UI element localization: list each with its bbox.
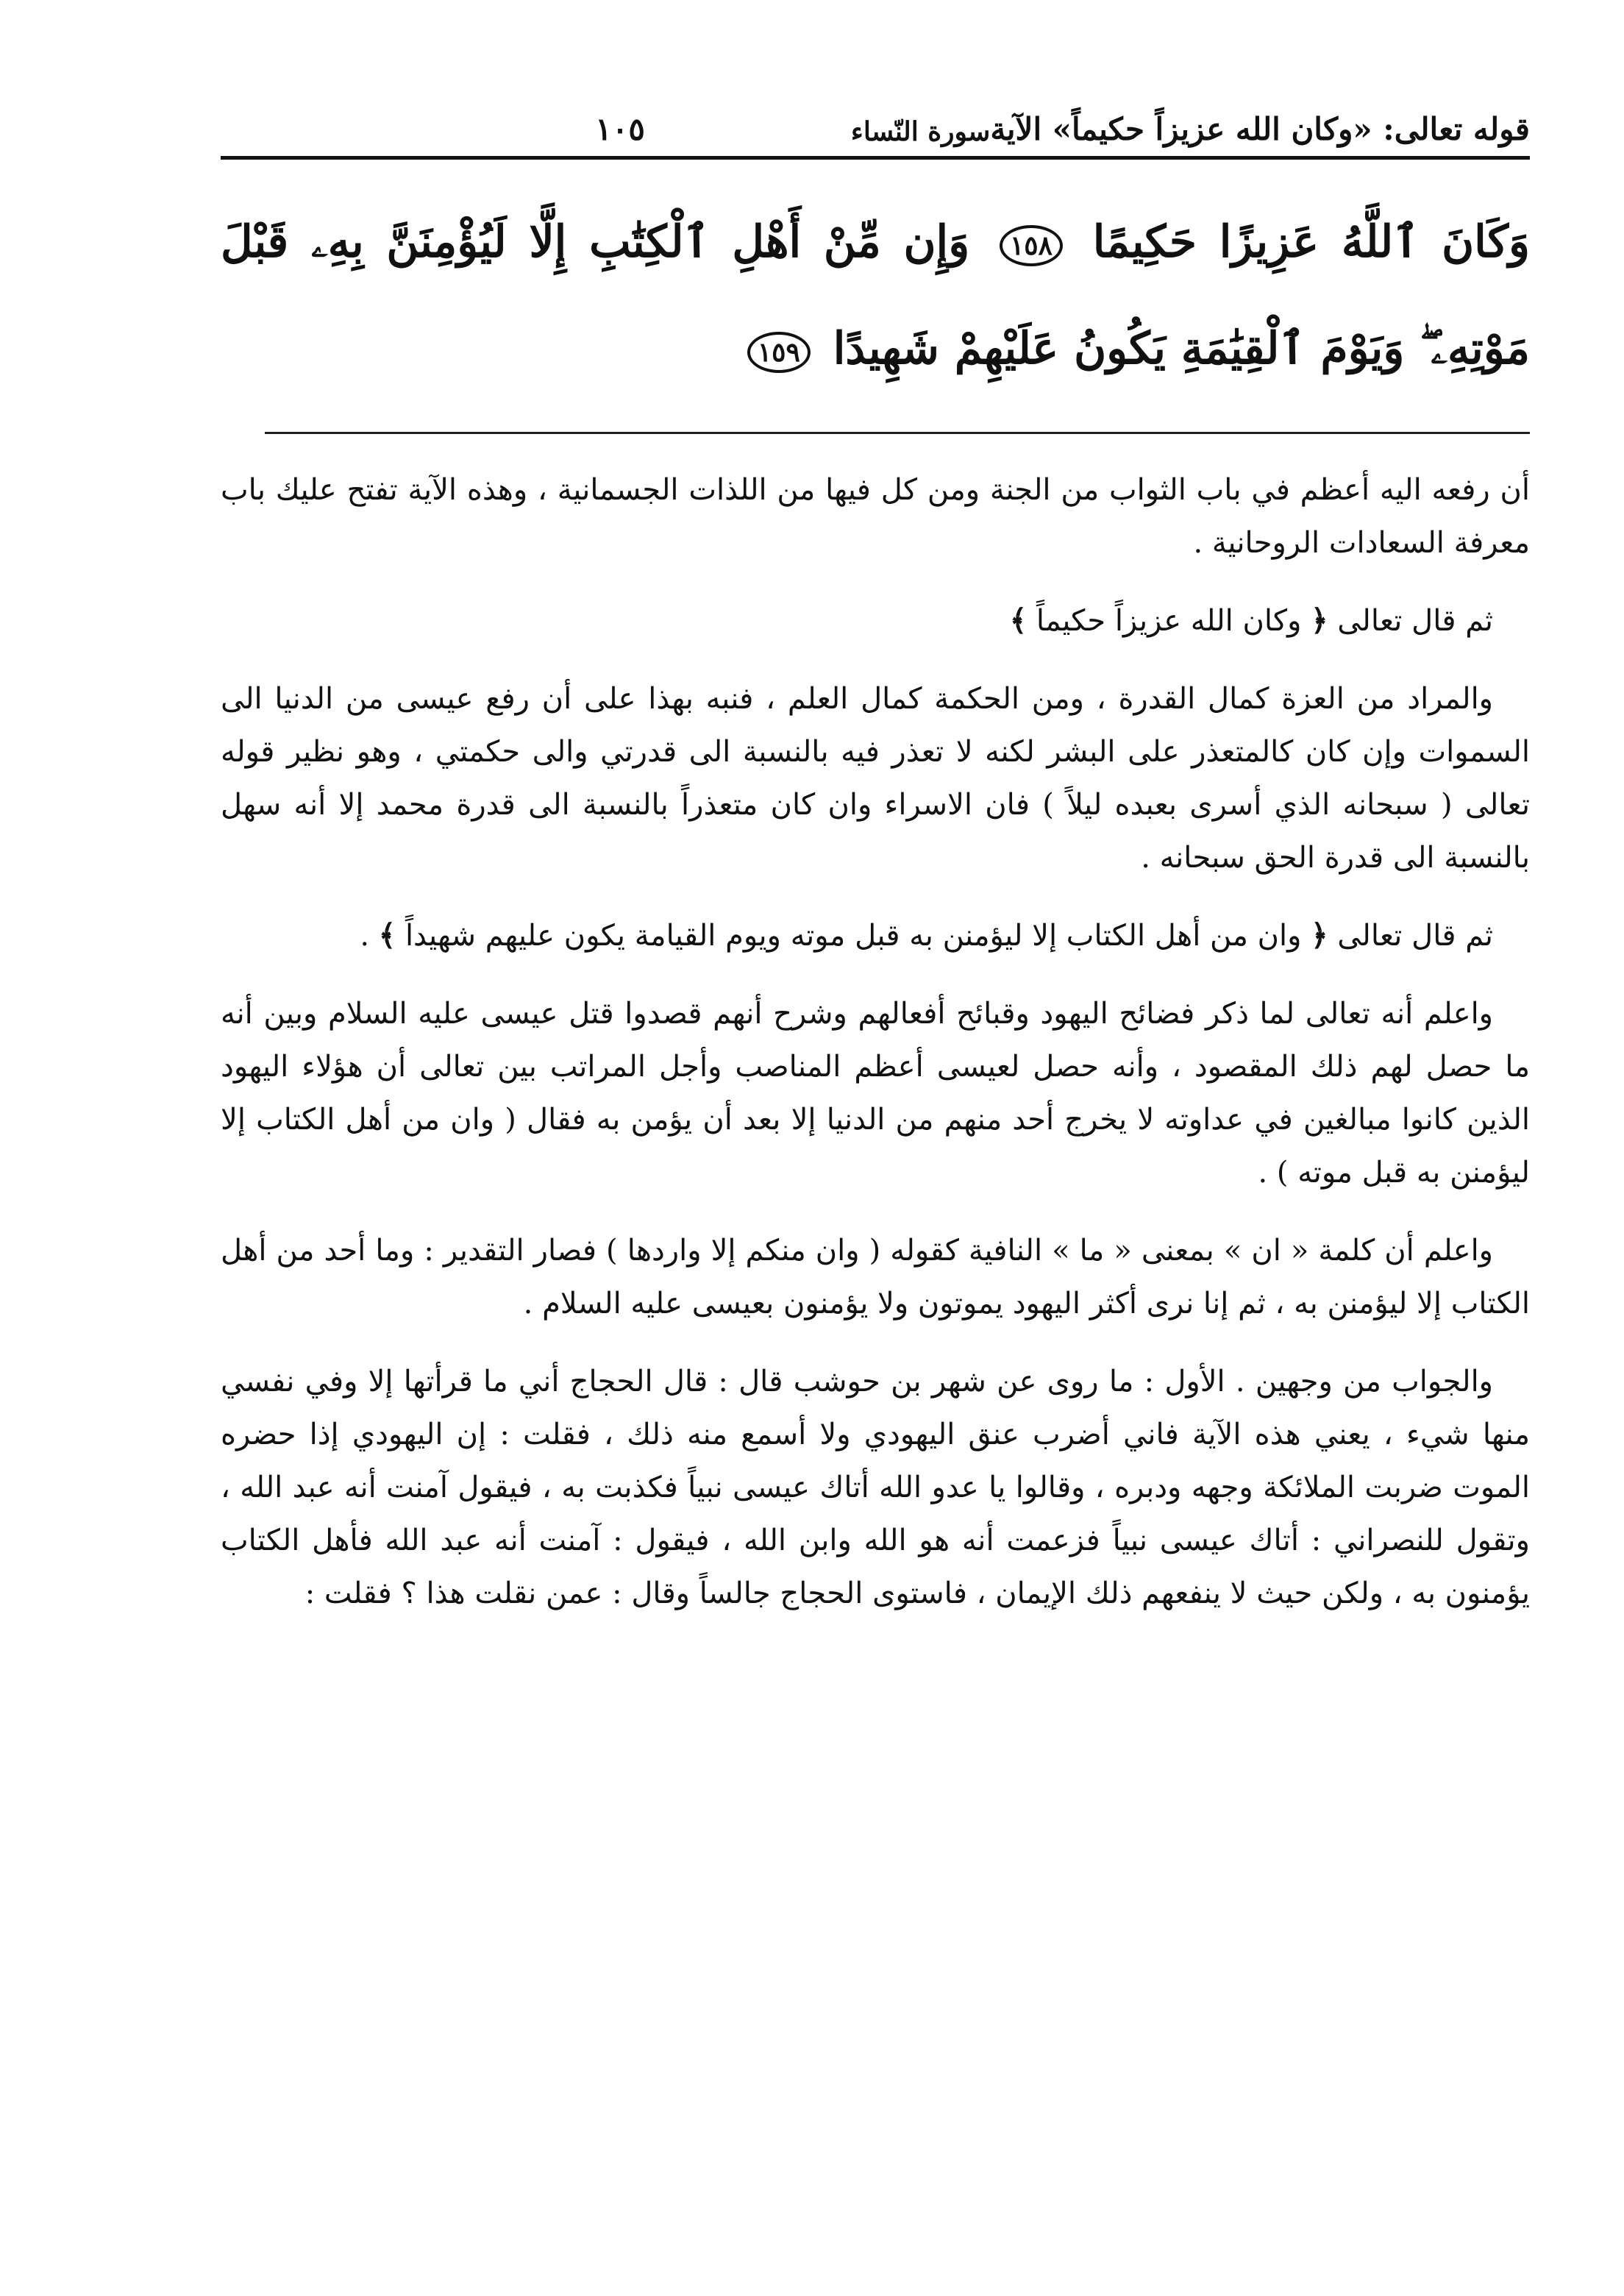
ornamental-bracket-close: ﴾ bbox=[378, 918, 396, 953]
quran-verses bbox=[221, 189, 1530, 402]
quoted-verse: وكان الله عزيزاً حكيماً bbox=[1036, 604, 1302, 638]
paragraph-prefix: ثم قال تعالى bbox=[1337, 919, 1493, 953]
paragraph-suffix: . bbox=[360, 919, 370, 953]
quoted-verse: وان من أهل الكتاب إلا ليؤمنن به قبل موته ويوم القيامة يكون عليهم شهيداً bbox=[405, 919, 1302, 953]
paragraph: أن رفعه اليه أعظم في باب الثواب من الجنة ومن كل فيها من اللذات الجسمانية ، وهذه الآية تفتح عليك باب معرفة السعادات الروحانية . bbox=[221, 473, 1530, 560]
ayah-number-marker: ١٥٨ bbox=[1000, 225, 1063, 266]
page-number: ١٠٥ bbox=[595, 111, 645, 147]
running-title: قوله تعالى: «وكان الله عزيزاً حكيماً» الآية bbox=[990, 111, 1530, 147]
ayah-number-marker: ١٥٩ bbox=[747, 332, 811, 373]
verse-text: وَإِن مِّنْ أَهْلِ ٱلْكِتَٰبِ إِلَّا لَيُؤْمِنَنَّ بِهِۦ قَبْلَ مَوْتِهِۦ ۖ وَيَوْمَ ٱلْقِيَٰمَةِ يَكُونُ عَلَيْهِمْ شَهِيدًا bbox=[221, 216, 1530, 374]
paragraph: واعلم أن كلمة « ان » بمعنى « ما » النافية كقوله ( وان منكم إلا واردها ) فصار التقدير : وما أحد من أهل الكتاب إلا ليؤمنن به ، ثم إنا نرى أكثر اليهود يموتون ولا يؤمنون بعيسى عليه السلام . bbox=[221, 1234, 1530, 1321]
ornamental-bracket-open: ﴿ bbox=[1311, 918, 1328, 953]
book-page bbox=[221, 81, 1530, 2214]
section-divider bbox=[265, 432, 1530, 434]
ornamental-bracket-open: ﴿ bbox=[1311, 603, 1328, 638]
page-header bbox=[221, 81, 1530, 160]
paragraph-quote-intro bbox=[221, 909, 1530, 962]
paragraph-prefix: ثم قال تعالى bbox=[1337, 604, 1493, 638]
surah-name: سورة النّساء bbox=[850, 116, 991, 147]
commentary-text bbox=[221, 463, 1530, 1620]
paragraph-quote-intro bbox=[221, 594, 1530, 647]
verse-text: وَكَانَ ٱللَّهُ عَزِيزًا حَكِيمًا bbox=[1092, 216, 1530, 268]
paragraph: والمراد من العزة كمال القدرة ، ومن الحكمة كمال العلم ، فنبه بهذا على أن رفع عيسى من الدنيا الى السموات وإن كان كالمتعذر على البشر لكنه لا تعذر فيه بالنسبة الى قدرتي والى حكمتي ، وهو نظير قوله تعالى ( سبحانه الذي أسرى بعبده ليلاً ) فان الاسراء وان كان متعذراً بالنسبة الى قدرة محمد إلا أنه سهل بالنسبة الى قدرة الحق سبحانه . bbox=[221, 682, 1530, 875]
ornamental-bracket-close: ﴾ bbox=[1009, 603, 1028, 638]
paragraph: واعلم أنه تعالى لما ذكر فضائح اليهود وقبائح أفعالهم وشرح أنهم قصدوا قتل عيسى عليه السلام وبين أنه ما حصل لهم ذلك المقصود ، وأنه حصل لعيسى أعظم المناصب وأجل المراتب بين تعالى أن هؤلاء اليهود الذين كانوا مبالغين في عداوته لا يخرج أحد منهم من الدنيا إلا بعد أن يؤمن به فقال ( وان من أهل الكتاب إلا ليؤمنن به قبل موته ) . bbox=[221, 997, 1530, 1190]
header-right-group bbox=[221, 111, 990, 147]
paragraph: والجواب من وجهين . الأول : ما روى عن شهر بن حوشب قال : قال الحجاج أني ما قرأتها إلا وفي نفسي منها شيء ، يعني هذه الآية فاني أضرب عنق اليهودي ولا أسمع منه ذلك ، فقلت : إن اليهودي إذا حضره الموت ضربت الملائكة وجهه ودبره ، وقالوا يا عدو الله أتاك عيسى نبياً فكذبت به ، فيقول آمنت أنه عبد الله ، وتقول للنصراني : أتاك عيسى نبياً فزعمت أنه هو الله وابن الله ، فيقول : آمنت أنه عبد الله فأهل الكتاب يؤمنون به ، ولكن حيث لا ينفعهم ذلك الإيمان ، فاستوى الحجاج جالساً وقال : عمن نقلت هذا ؟ فقلت : bbox=[221, 1365, 1530, 1610]
